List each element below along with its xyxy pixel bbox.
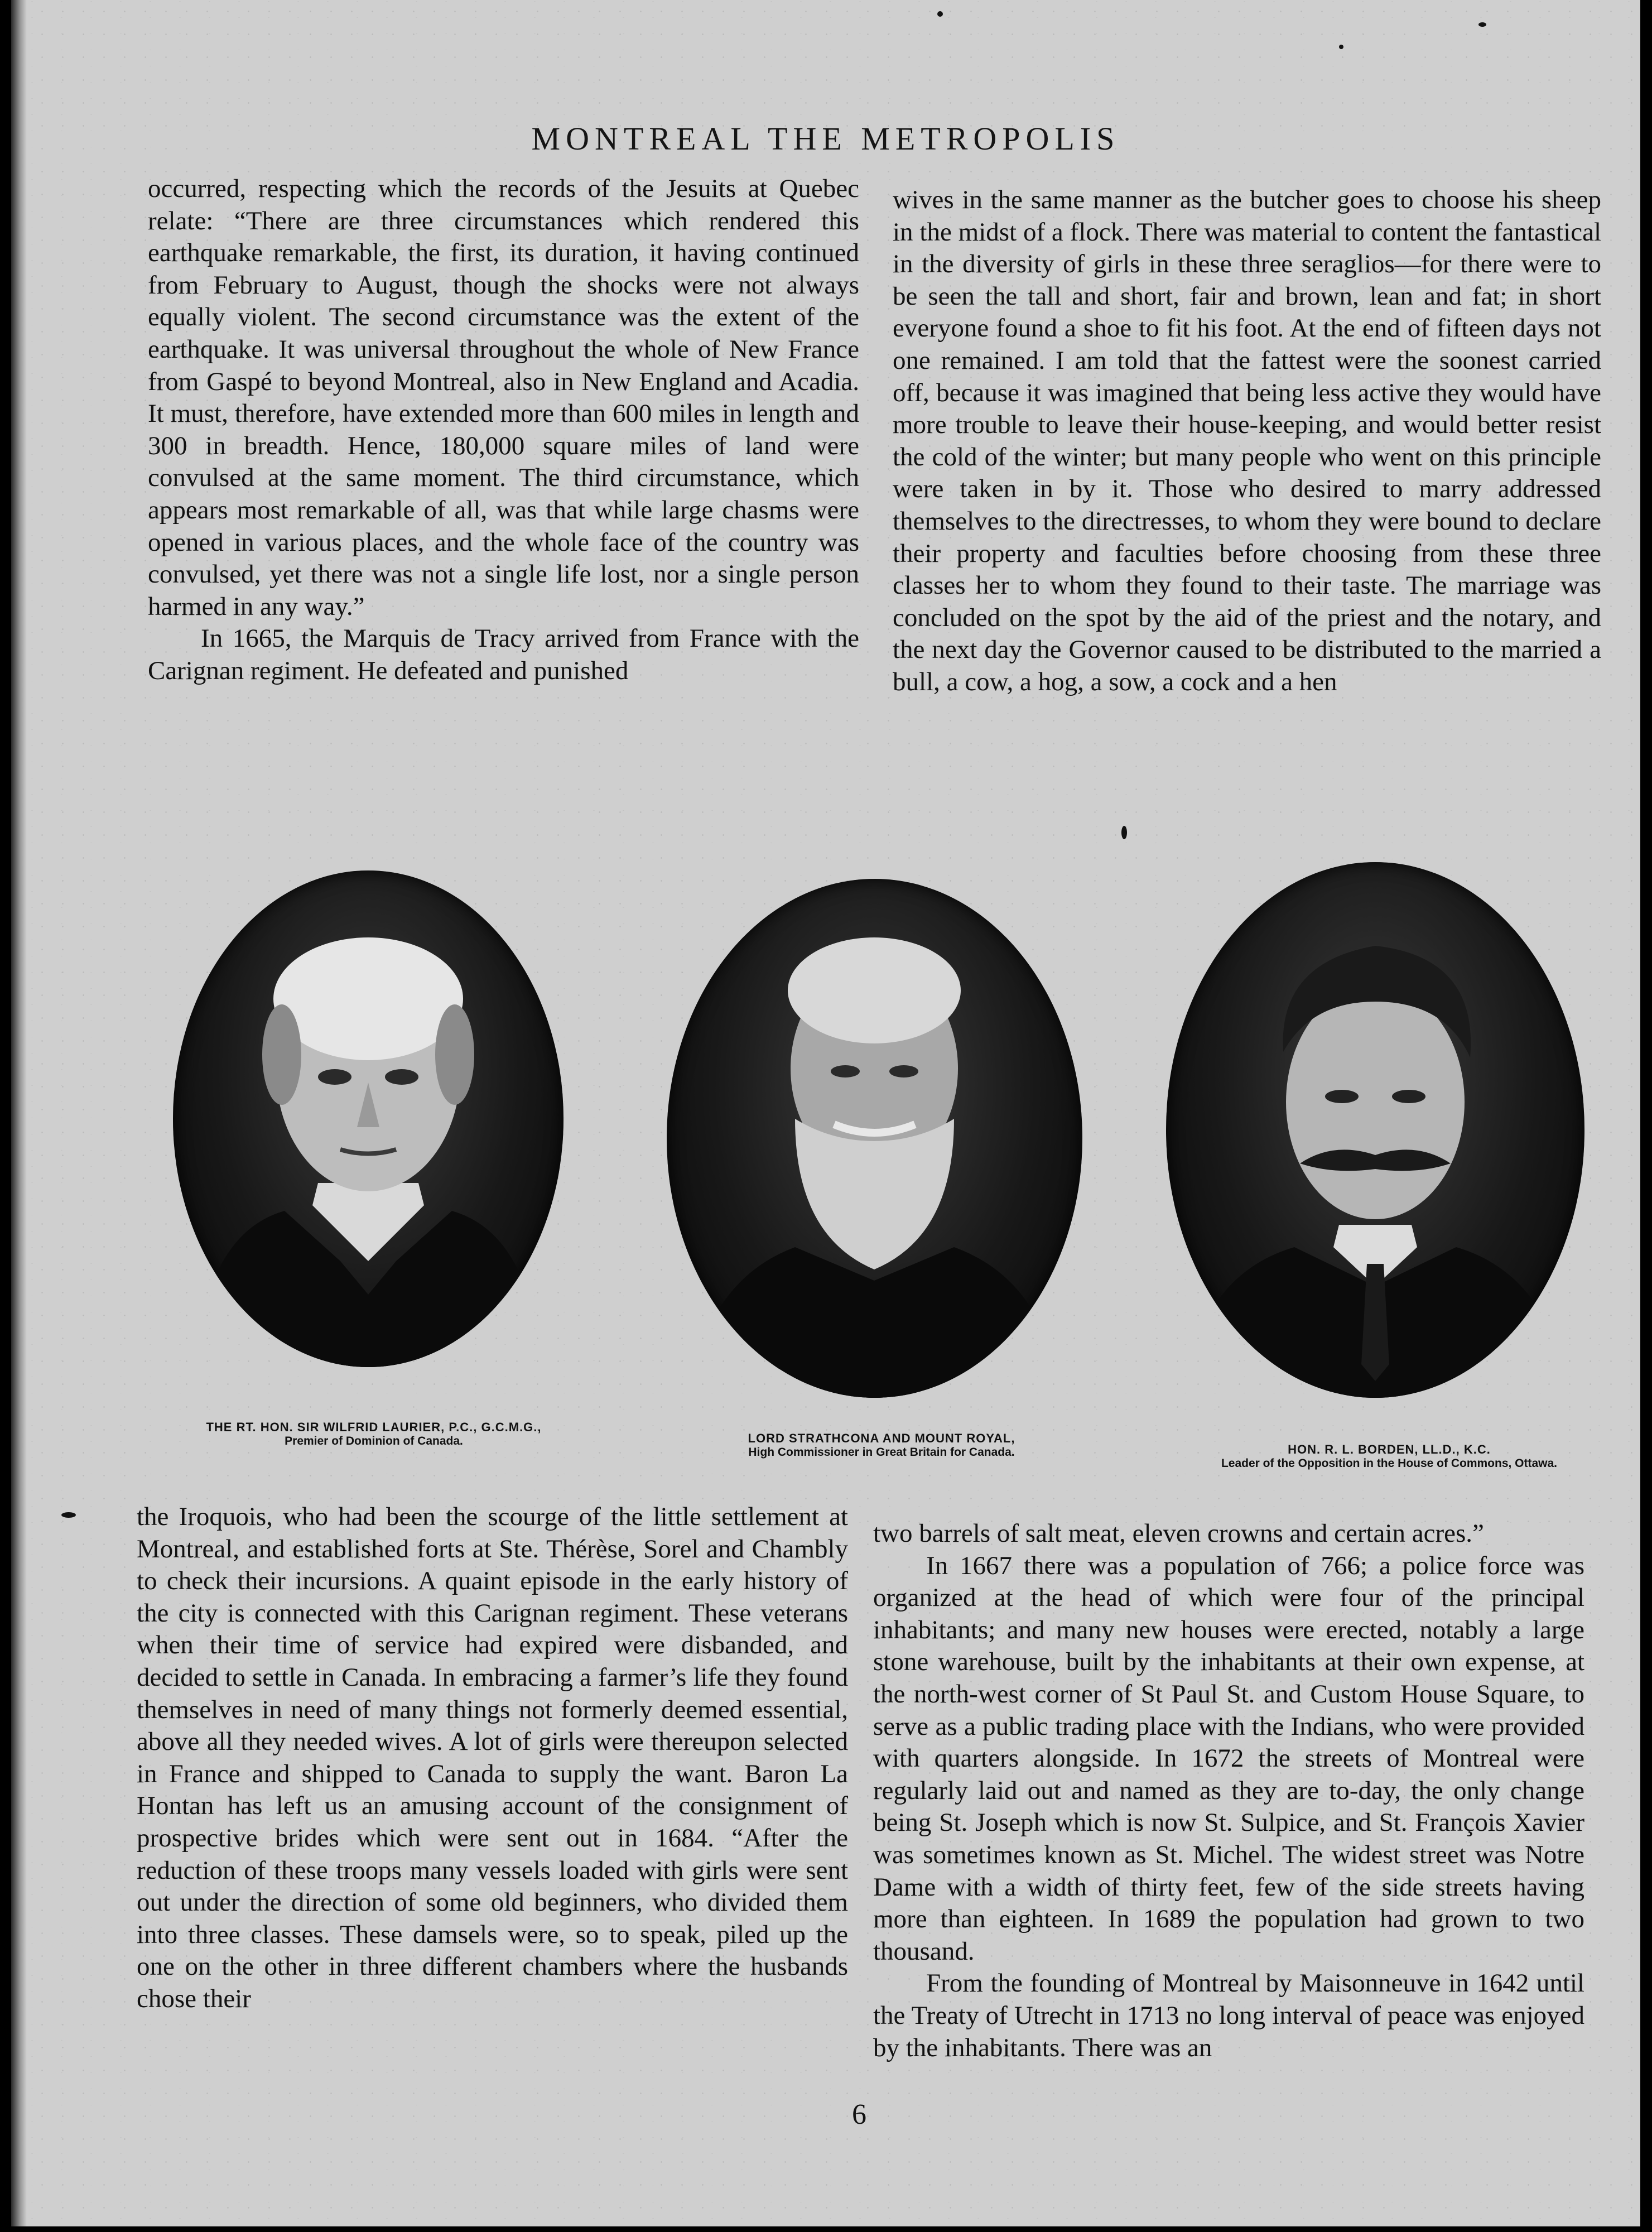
caption-name: HON. R. L. BORDEN, LL.D., K.C. xyxy=(1288,1442,1491,1456)
portrait-strathcona-image xyxy=(667,879,1082,1398)
text-column-bottom-right xyxy=(873,1518,1584,2064)
caption-name: LORD STRATHCONA AND MOUNT ROYAL, xyxy=(748,1431,1015,1445)
portrait-caption-laurier xyxy=(145,1420,603,1448)
text-column-top-left xyxy=(148,173,859,687)
text-column-top-right xyxy=(893,184,1601,699)
print-speck xyxy=(1339,45,1343,49)
caption-role: Leader of the Opposition in the House of Commons, Ottawa. xyxy=(1221,1457,1558,1470)
print-speck xyxy=(937,11,943,17)
running-head: MONTREAL THE METROPOLIS xyxy=(531,121,1120,157)
paragraph: two barrels of salt meat, eleven crowns and certain acres.” xyxy=(873,1519,1484,1548)
paragraph: wives in the same manner as the butcher goes to choose his sheep in the midst of a flock. There was material to content the fantastical in the diversity of girls in these three seraglios—for there were to be seen the tall and short, fair and brown, lean and fat; in short everyone found a shoe to fit his foot. At the end of fifteen days not one remained. I am told that the fattest were the soonest carried off, because it was imagined that being less active they would have more trouble to leave their house-keeping, and would better resist the cold of the winter; but many people who went on this principle were taken in by it. Those who desired to marry addressed themselves to the directresses, to whom they were bound to declare their property and faculties before choosing from these three classes her to whom they found to their taste. The marriage was concluded on the spot by the aid of the priest and the notary, and the next day the Governor caused to be distributed to the married a bull, a cow, a hog, a sow, a cock and a hen xyxy=(893,185,1601,696)
print-speck xyxy=(61,1512,76,1518)
caption-role: Premier of Dominion of Canada. xyxy=(285,1435,463,1447)
portrait-caption-borden xyxy=(1155,1442,1624,1470)
page-binding-edge xyxy=(11,0,27,2226)
text-column-bottom-left xyxy=(137,1501,848,2015)
caption-name: THE RT. HON. SIR WILFRID LAURIER, P.C., G.C.M.G., xyxy=(206,1420,542,1434)
portrait-laurier-image xyxy=(173,870,563,1367)
book-page xyxy=(11,0,1640,2226)
paragraph: In 1667 there was a population of 766; a police force was organized at the head of which were four of the principal inhabitants; and many new houses were erected, notably a large stone warehouse, built by the inhabitants at their own expense, at the north-west corner of St Paul St. and Custom House Square, to serve as a public trading place with the Indians, who were provided with quarters alongside. In 1672 the streets of Montreal were regularly laid out and named as they are to-day, the only change being St. Joseph which is now St. Sulpice, and St. François Xavier was sometimes known as St. Michel. The widest street was Notre Dame with a width of thirty feet, few of the side streets having more than eighteen. In 1689 the population had grown to two thousand. xyxy=(873,1551,1584,1966)
caption-role: High Commissioner in Great Britain for Canada. xyxy=(748,1446,1015,1459)
page-number: 6 xyxy=(852,2099,866,2130)
print-speck xyxy=(1121,826,1127,839)
portrait-caption-strathcona xyxy=(675,1431,1088,1459)
portrait-strathcona xyxy=(667,879,1082,1398)
portrait-borden xyxy=(1166,862,1584,1398)
portrait-laurier xyxy=(173,870,563,1367)
paragraph: From the founding of Montreal by Maisonneuve in 1642 until the Treaty of Utrecht in 1713 no long interval of peace was enjoyed by the inhabitants. There was an xyxy=(873,1969,1584,2062)
paragraph: the Iroquois, who had been the scourge of the little settlement at Montreal, and established forts at Ste. Thérèse, Sorel and Chambly to check their incursions. A quaint episode in the early history of the city is connected with this Carignan regiment. These veterans when their time of service had expired were disbanded, and decided to settle in Canada. In embracing a farmer’s life they found themselves in need of many things not formerly deemed essential, above all they needed wives. A lot of girls were thereupon selected in France and shipped to Canada to supply the want. Baron La Hontan has left us an amusing account of the consignment of prospective brides which were sent out in 1684. “After the reduction of these troops many vessels loaded with girls were sent out under the direction of some old beginners, who divided them into three classes. These damsels were, so to speak, piled up the one on the other in three different chambers where the husbands chose their xyxy=(137,1502,848,2013)
paragraph: In 1665, the Marquis de Tracy arrived from France with the Carignan regiment. He defeated and punished xyxy=(148,624,859,685)
paragraph: occurred, respecting which the records of the Jesuits at Quebec relate: “There are three circumstances which rendered this earthquake remarkable, the first, its duration, it having continued from February to August, though the shocks were not always equally violent. The second circumstance was the extent of the earthquake. It was universal throughout the whole of New France from Gaspé to beyond Montreal, also in New England and Acadia. It must, therefore, have extended more than 600 miles in length and 300 in breadth. Hence, 180,000 square miles of land were convulsed at the same moment. The third circumstance, which appears most remarkable of all, was that while large chasms were opened in various places, and the whole face of the country was convulsed, yet there was not a single life lost, nor a single person harmed in any way.” xyxy=(148,174,859,621)
portrait-borden-image xyxy=(1166,862,1584,1398)
print-speck xyxy=(1478,22,1486,27)
